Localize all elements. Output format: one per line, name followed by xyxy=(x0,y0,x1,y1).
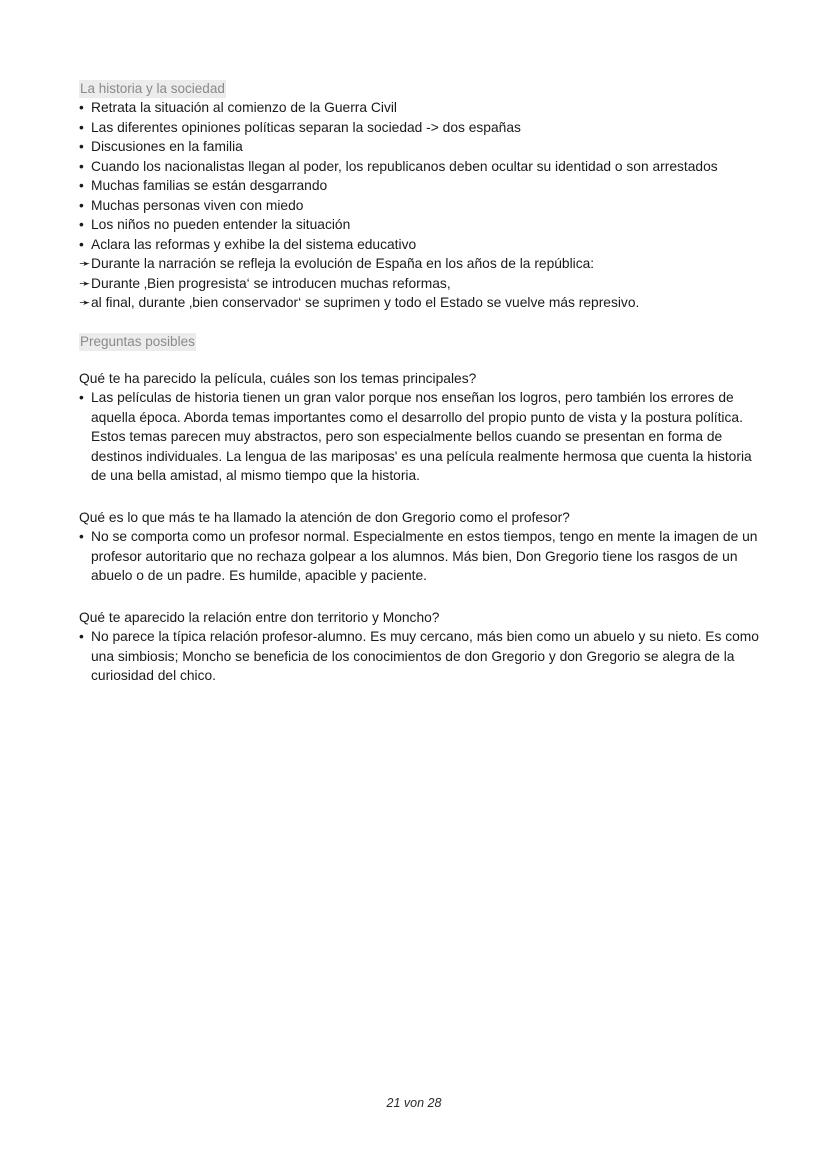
section-title-history: La historia y la sociedad xyxy=(80,81,225,96)
list-item: • Los niños no pueden entender la situación xyxy=(79,215,759,235)
section-title-questions: Preguntas posibles xyxy=(80,333,195,349)
question-text: Qué te ha parecido la película, cuáles son los temas principales? xyxy=(79,370,477,386)
section-history xyxy=(79,80,759,313)
bullet-icon: • xyxy=(79,529,84,544)
answer-text: • Las películas de historia tienen un gran valor porque nos enseñan los logros, pero también los errores de aquella época. Aborda temas importantes como el desarrollo del propio punto de vista y la postura política. Estos temas parecen muy abstractos, pero son especialmente bellos cuando se presentan en forma de destinos individuales. La lengua de las mariposas' es una película realmente hermosa que cuenta la historia de una bella amistad, al mismo tiempo que la historia. xyxy=(79,390,752,483)
arrow-icon: ➛ xyxy=(79,295,91,310)
history-bullet-list xyxy=(79,98,759,254)
list-item: ➛ Durante ‚Bien progresista‘ se introducen muchas reformas, xyxy=(79,274,759,294)
list-item: • Aclara las reformas y exhibe la del sistema educativo xyxy=(79,235,759,255)
question-block-1 xyxy=(79,369,759,486)
list-item: • Muchas personas viven con miedo xyxy=(79,196,759,216)
section-questions xyxy=(79,333,759,351)
bullet-icon: • xyxy=(79,178,84,193)
question-block-3 xyxy=(79,608,759,686)
bullet-icon: • xyxy=(79,100,84,115)
list-item: • Retrata la situación al comienzo de la Guerra Civil xyxy=(79,98,759,118)
list-item: • Las diferentes opiniones políticas separan la sociedad -> dos españas xyxy=(79,118,759,138)
bullet-icon: • xyxy=(79,197,84,213)
arrow-icon: ➛ xyxy=(79,256,91,271)
bullet-icon: • xyxy=(79,158,84,174)
arrow-icon: ➛ xyxy=(79,275,91,291)
bullet-icon: • xyxy=(79,629,84,644)
bullet-icon: • xyxy=(79,119,84,135)
bullet-icon: • xyxy=(79,236,84,252)
bullet-icon: • xyxy=(79,390,84,405)
list-item: ➛ Durante la narración se refleja la evolución de España en los años de la república: xyxy=(79,254,759,274)
question-text: Qué es lo que más te ha llamado la atención de don Gregorio como el profesor? xyxy=(79,509,570,525)
page-number: 21 von 28 xyxy=(386,1096,442,1110)
history-arrow-list xyxy=(79,254,759,313)
list-item: • Discusiones en la familia xyxy=(79,137,759,157)
list-item: • Cuando los nacionalistas llegan al poder, los republicanos deben ocultar su identidad o son arrestados xyxy=(79,157,759,177)
question-block-2 xyxy=(79,508,759,586)
list-item: ➛ al final, durante ‚bien conservador‘ se suprimen y todo el Estado se vuelve más represivo. xyxy=(79,293,759,313)
answer-text: • No parece la típica relación profesor-alumno. Es muy cercano, más bien como un abuelo y su nieto. Es como una simbiosis; Moncho se beneficia de los conocimientos de don Gregorio y don Gregorio se alegra de la curiosidad del chico. xyxy=(79,629,759,683)
bullet-icon: • xyxy=(79,139,84,154)
bullet-icon: • xyxy=(79,217,84,232)
question-text: Qué te aparecido la relación entre don territorio y Moncho? xyxy=(79,609,440,625)
list-item: • Muchas familias se están desgarrando xyxy=(79,176,759,196)
document-page xyxy=(79,80,759,686)
answer-text: • No se comporta como un profesor normal. Especialmente en estos tiempos, tengo en mente la imagen de un profesor autoritario que no rechaza golpear a los alumnos. Más bien, Don Gregorio tiene los rasgos de un abuelo o de un padre. Es humilde, apacible y paciente. xyxy=(79,529,758,583)
